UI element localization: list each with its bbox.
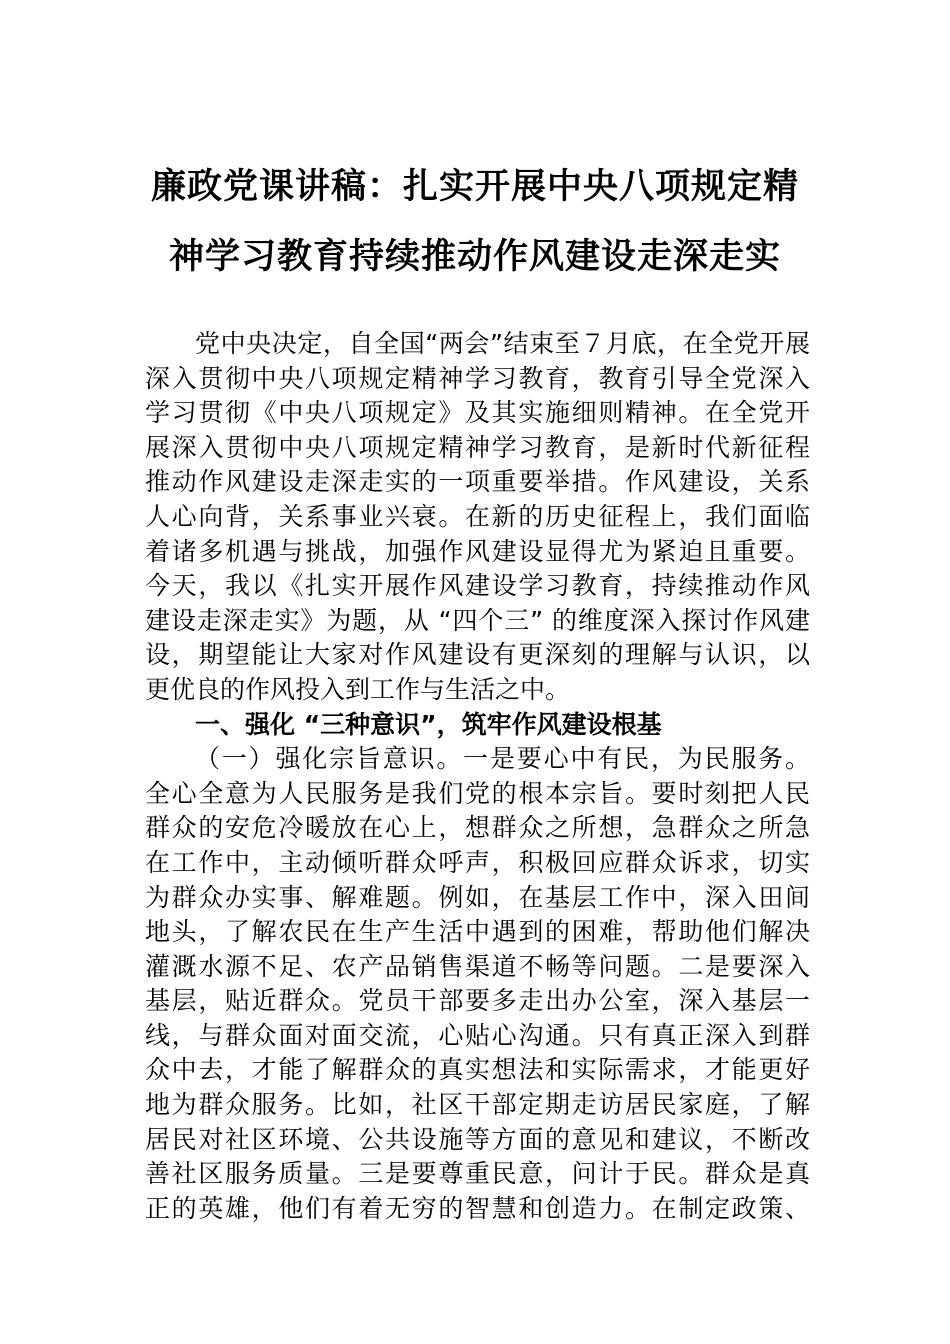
body-line: 地为群众服务。比如，社区干部定期走访居民家庭，了解 [145, 1090, 810, 1120]
document-body [145, 327, 810, 1226]
body-line: 线，与群众面对面交流，心贴心沟通。只有真正深入到群 [145, 1020, 810, 1050]
body-line: 更优良的作风投入到工作与生活之中。 [145, 674, 571, 704]
body-line: 学习贯彻《中央八项规定》及其实施细则精神。在全党开 [145, 398, 810, 428]
body-line: 全心全意为人民服务是我们党的根本宗旨。要时刻把人民 [145, 778, 810, 808]
body-line: 人心向背，关系事业兴衰。在新的历史征程上，我们面临 [145, 501, 810, 531]
body-line: 群众的安危冷暖放在心上，想群众之所想，急群众之所急 [145, 813, 810, 843]
body-line: 在工作中，主动倾听群众呼声，积极回应群众诉求，切实 [145, 847, 810, 877]
document-title-line-2: 神学习教育持续推动作风建设走深走实 [168, 237, 781, 277]
body-line: 善社区服务质量。三是要尊重民意，问计于民。群众是真 [145, 1159, 810, 1189]
body-line: 建设走深走实》为题，从 “四个三” 的维度深入探讨作风建 [145, 605, 810, 635]
body-line: 基层，贴近群众。党员干部要多走出办公室，深入基层一 [145, 986, 810, 1016]
body-line: 展深入贯彻中央八项规定精神学习教育，是新时代新征程 [145, 432, 810, 462]
body-line: 今天，我以《扎实开展作风建设学习教育，持续推动作风 [145, 571, 810, 601]
document-title-line-1: 廉政党课讲稿：扎实开展中央八项规定精 [150, 167, 799, 207]
body-line: 深入贯彻中央八项规定精神学习教育，教育引导全党深入 [145, 363, 810, 393]
body-line: 为群众办实事、解难题。例如，在基层工作中，深入田间 [145, 882, 810, 912]
body-line: 灌溉水源不足、农产品销售渠道不畅等问题。二是要深入 [145, 951, 810, 981]
body-line: 居民对社区环境、公共设施等方面的意见和建议，不断改 [145, 1124, 810, 1154]
body-line: 正的英雄，他们有着无穷的智慧和创造力。在制定政策、 [145, 1193, 810, 1223]
body-line: 党中央决定，自全国“两会”结束至７月底，在全党开展 [195, 329, 810, 358]
body-line: 地头，了解农民在生产生活中遇到的困难，帮助他们解决 [145, 917, 810, 947]
body-line: 众中去，才能了解群众的真实想法和实际需求，才能更好 [145, 1055, 810, 1085]
body-line: （一）强化宗旨意识。一是要心中有民，为民服务。 [195, 744, 810, 774]
body-line: 着诸多机遇与挑战，加强作风建设显得尤为紧迫且重要。 [145, 536, 810, 566]
section-heading: 一、强化 “三种意识”，筑牢作风建设根基 [195, 709, 662, 739]
body-line: 设，期望能让大家对作风建设有更深刻的理解与认识，以 [145, 640, 810, 670]
body-line: 推动作风建设走深走实的一项重要举措。作风建设，关系 [145, 467, 810, 497]
